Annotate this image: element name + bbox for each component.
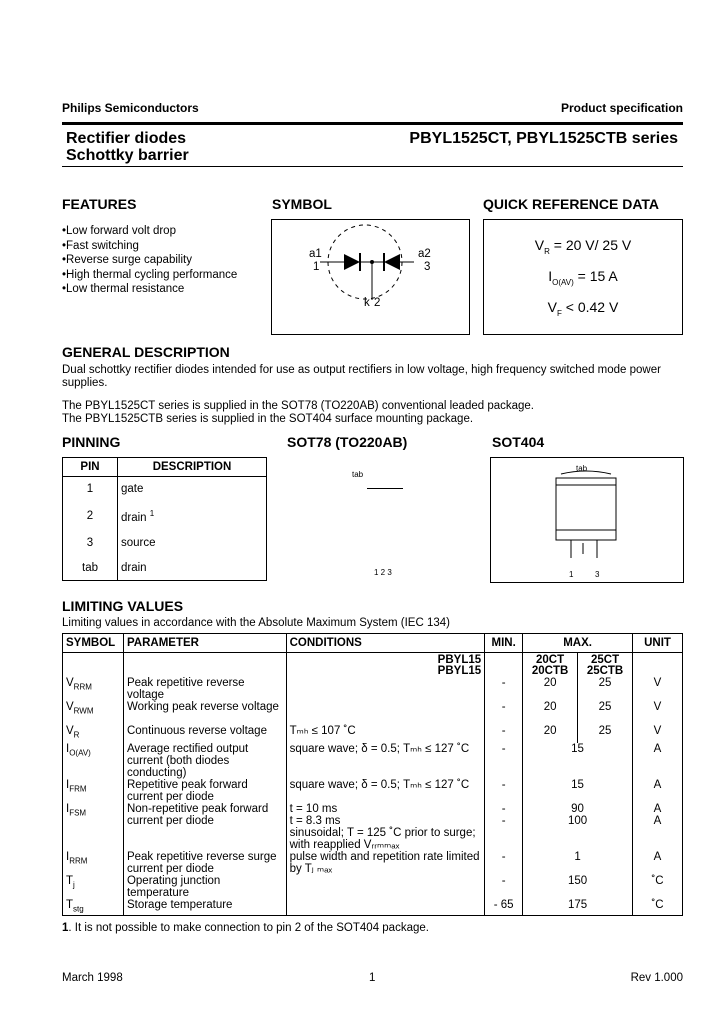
parameter-cell: Peak repetitive reverse surge current per diode: [123, 851, 286, 875]
col-min: MIN.: [485, 634, 523, 653]
min-cell: -: [485, 779, 523, 803]
sot78-pins: 1 2 3: [374, 568, 392, 577]
parameter-cell: Non-repetitive peak forward current per diode: [123, 803, 286, 851]
limiting-values-table: [62, 633, 683, 916]
min-cell: -: [485, 875, 523, 899]
table-row: [63, 555, 267, 580]
table-row: [63, 899, 683, 916]
feature-item: • Low thermal resistance: [62, 282, 237, 297]
sot78-tab-label: tab: [352, 470, 364, 479]
table-row: [63, 477, 267, 502]
sot404-pin3: 3: [595, 570, 600, 579]
gd-para2-line1: The PBYL1525CT series is supplied in the SOT78 (TO220AB) conventional leaded package.: [62, 400, 534, 412]
conditions-cell: pulse width and repetition rate limited by Tⱼ ₘₐₓ: [286, 851, 485, 875]
max-20-cell: 20: [523, 701, 578, 725]
label-pin1: 1: [313, 261, 320, 273]
variant-20: 20CT 20CTB: [523, 653, 578, 678]
features-list: [62, 224, 237, 297]
gd-para1: Dual schottky rectifier diodes intended for use as output rectifiers in low voltage, high frequency switched mode power supplies.: [62, 364, 661, 389]
conditions-cell: [286, 677, 485, 701]
symbol-cell: $T_{stg}$: [63, 899, 124, 916]
col-symbol: SYMBOL: [63, 634, 124, 653]
conditions-cell: square wave; δ = 0.5; Tₘₕ ≤ 127 ˚C: [286, 743, 485, 779]
sot404-tab-label: tab: [576, 464, 588, 473]
doc-type: Product specification: [560, 101, 683, 115]
table-row: [63, 875, 683, 899]
sot404-outline: [490, 457, 684, 583]
col-max: MAX.: [523, 634, 633, 653]
unit-cell: A A: [633, 803, 683, 851]
symbol-cell: $V_{RWM}$: [63, 701, 124, 725]
parameter-cell: Peak repetitive reverse voltage: [123, 677, 286, 701]
label-a1: a1: [309, 248, 322, 260]
conditions-cell: [286, 899, 485, 916]
pin-number: 2: [63, 502, 118, 531]
footnote-ref: 1: [149, 508, 155, 518]
unit-cell: ˚C: [633, 875, 683, 899]
gd-heading: GENERAL DESCRIPTION: [62, 344, 230, 360]
sot404-heading: SOT404: [492, 434, 545, 450]
max-cell: 150: [523, 875, 633, 899]
parameter-cell: Repetitive peak forward current per diode: [123, 779, 286, 803]
pin-desc: source: [121, 537, 156, 550]
features-heading: FEATURES: [62, 196, 137, 212]
qrd-vr: $V_R = 20$ V/ 25 V: [534, 237, 632, 256]
table-row: [63, 531, 267, 555]
conditions-cell: [286, 875, 485, 899]
conditions-cell: t = 10 ms t = 8.3 ms sinusoidal; T = 125 ˚C prior to surge; with reapplied Vᵣᵣₘₘₐₓ: [286, 803, 485, 851]
max-cell: 15: [523, 743, 633, 779]
min-cell: -: [485, 725, 523, 743]
min-cell: -: [485, 677, 523, 701]
unit-cell: A: [633, 851, 683, 875]
max-20-cell: 20: [523, 725, 578, 743]
symbol-cell: $I_{FRM}$: [63, 779, 124, 803]
parameter-cell: Storage temperature: [123, 899, 286, 916]
symbol-cell: $I_{O(AV)}$: [63, 743, 124, 779]
table-row: [63, 803, 683, 851]
unit-cell: V: [633, 677, 683, 701]
table-row: [63, 701, 683, 725]
sot78-heading: SOT78 (TO220AB): [287, 434, 408, 450]
feature-item: • Reverse surge capability: [62, 253, 237, 268]
lv-subtitle: Limiting values in accordance with the Absolute Maximum System (IEC 134): [62, 617, 450, 629]
qrd-box: [483, 219, 683, 335]
parameter-cell: Operating junction temperature: [123, 875, 286, 899]
pin-desc: drain: [121, 561, 147, 574]
parameter-cell: Average rectified output current (both diodes conducting): [123, 743, 286, 779]
table-row: [63, 502, 267, 531]
symbol-cell: $I_{FSM}$: [63, 803, 124, 851]
feature-item: • Low forward volt drop: [62, 224, 237, 239]
lv-heading: LIMITING VALUES: [62, 598, 184, 614]
pin-desc: gate: [121, 483, 144, 496]
max-cell: 15: [523, 779, 633, 803]
min-cell: -: [485, 851, 523, 875]
feature-item: • Fast switching: [62, 239, 237, 254]
qrd-vf: $V_F < 0.42$ V: [547, 298, 619, 318]
pin-number: 3: [63, 531, 118, 555]
table-row: [63, 725, 683, 743]
label-k: k: [364, 297, 370, 309]
diode-symbol-diagram: [272, 220, 469, 334]
unit-cell: V: [633, 725, 683, 743]
part-series: PBYL1525CT, PBYL1525CTB series: [409, 130, 678, 147]
symbol-heading: SYMBOL: [272, 196, 332, 212]
unit-cell: V: [633, 701, 683, 725]
table-row: [63, 779, 683, 803]
footer-page: 1: [369, 972, 376, 984]
symbol-cell: $V_R$: [63, 725, 124, 743]
max-cell: 90 100: [523, 803, 633, 851]
pin-number: tab: [63, 555, 118, 580]
min-cell: -: [485, 701, 523, 725]
conditions-cell: [286, 701, 485, 725]
unit-cell: A: [633, 743, 683, 779]
max-cell: 1: [523, 851, 633, 875]
qrd-io: $I_{O(AV)} = 15$ A: [548, 267, 618, 287]
unit-cell: A: [633, 779, 683, 803]
symbol-cell: $T_j$: [63, 875, 124, 899]
label-pin3: 3: [424, 261, 431, 273]
max-20-cell: 20: [523, 677, 578, 701]
sot404-pin1: 1: [569, 570, 574, 579]
desc-col-header: DESCRIPTION: [152, 461, 232, 473]
company-name: Philips Semiconductors: [62, 101, 199, 115]
pinning-heading: PINNING: [62, 434, 121, 450]
min-cell: -: [485, 743, 523, 779]
footnote: 1. It is not possible to make connection to pin 2 of the SOT404 package.: [62, 922, 429, 934]
pin-desc: drain $^1$: [121, 508, 155, 524]
col-unit: UNIT: [633, 634, 683, 653]
max-cell: 175: [523, 899, 633, 916]
symbol-cell: $I_{RRM}$: [63, 851, 124, 875]
header-rule: [62, 122, 683, 125]
gd-para2-line2: The PBYL1525CTB series is supplied in the SOT404 surface mounting package.: [62, 413, 474, 425]
max-25-cell: 25: [578, 701, 633, 725]
variant-prefix: PBYL15 PBYL15: [286, 653, 485, 678]
symbol-box: [271, 219, 470, 335]
title-line-1: Rectifier diodes: [66, 130, 187, 147]
table-row: [63, 851, 683, 875]
table-row: [63, 743, 683, 779]
col-conditions: CONDITIONS: [286, 634, 485, 653]
pin-col-header: PIN: [63, 458, 118, 477]
qrd-heading: QUICK REFERENCE DATA: [483, 196, 660, 212]
unit-cell: ˚C: [633, 899, 683, 916]
variant-25: 25CT 25CTB: [578, 653, 633, 678]
sot404-drawing: [491, 458, 683, 582]
max-25-cell: 25: [578, 677, 633, 701]
feature-item: • High thermal cycling performance: [62, 268, 237, 283]
parameter-cell: Continuous reverse voltage: [123, 725, 286, 743]
min-cell: - 65: [485, 899, 523, 916]
conditions-cell: square wave; δ = 0.5; Tₘₕ ≤ 127 ˚C: [286, 779, 485, 803]
col-parameter: PARAMETER: [123, 634, 286, 653]
footer-date: March 1998: [62, 972, 123, 984]
conditions-cell: Tₘₕ ≤ 107 ˚C: [286, 725, 485, 743]
pinning-table: [62, 457, 267, 581]
label-pin2: 2: [374, 297, 381, 309]
pin-number: 1: [63, 477, 118, 502]
table-row: [63, 677, 683, 701]
sot78-outline: [287, 457, 480, 583]
max-25-cell: 25: [578, 725, 633, 743]
min-cell: - -: [485, 803, 523, 851]
footer-rev: Rev 1.000: [630, 972, 683, 984]
title-rule: [62, 166, 683, 167]
sot78-tab-line: [367, 488, 403, 489]
label-a2: a2: [418, 248, 431, 260]
parameter-cell: Working peak reverse voltage: [123, 701, 286, 725]
symbol-cell: $V_{RRM}$: [63, 677, 124, 701]
title-line-2: Schottky barrier: [66, 147, 189, 164]
